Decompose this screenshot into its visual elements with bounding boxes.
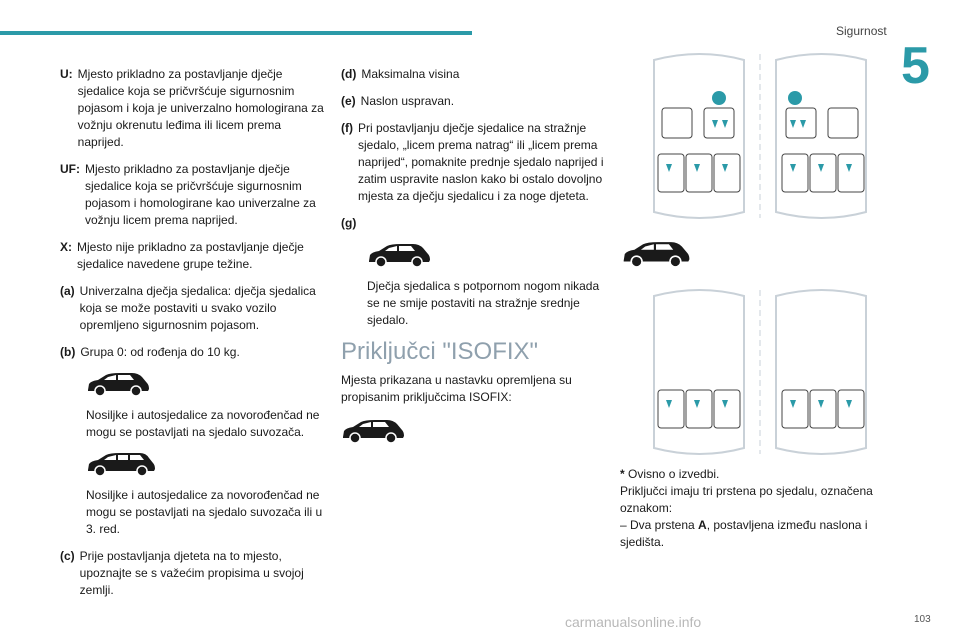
- legend-uf: [60, 161, 325, 229]
- rings-item-a: [620, 517, 885, 551]
- note-b: [60, 344, 325, 361]
- rings-item-a-pre: – Dva prstena: [620, 518, 699, 532]
- suv-icon: [367, 242, 431, 268]
- note-text: Maksimalna visina: [361, 67, 460, 81]
- suv-7-seat-icon: [86, 451, 156, 477]
- note-key: (d): [341, 67, 357, 81]
- column-left: [60, 66, 325, 609]
- note-f: [341, 120, 606, 205]
- note-c: [60, 548, 325, 599]
- note-key: (f): [341, 121, 353, 135]
- note-text: Univerzalna dječja sjedalica: dječja sjedalica koja se može postaviti u svako vozilo opremljeno sigurnosnim pojasom.: [79, 284, 316, 332]
- rings-item-a-post: , postavljena između naslona i sjedišta.: [620, 518, 868, 549]
- footnote-star: *: [620, 467, 625, 481]
- suv-icon: [620, 240, 692, 268]
- legend-key: X:: [60, 240, 72, 254]
- legend-text: Mjesto prikladno za postavljanje dječje sjedalice koja se pričvršćuje sigurnosnim pojasom i homologirane kao univerzalne za vožnju licem prema naprijed.: [85, 162, 316, 227]
- legend-key: U:: [60, 67, 73, 81]
- rings-intro: Priključci imaju tri prstena po sjedalu, označena oznakom:: [620, 484, 873, 515]
- legend-key: UF:: [60, 162, 80, 176]
- seat-diagram-bottom: [640, 286, 880, 458]
- note-a: [60, 283, 325, 334]
- note-text: Naslon uspravan.: [360, 94, 455, 108]
- suv-icon: [86, 371, 150, 397]
- suv-icon: [341, 418, 405, 444]
- note-key: (b): [60, 345, 76, 359]
- note-b-text-2: Nosiljke i autosjedalice za novorođenčad ne mogu se postavljati na sjedalo suvozača ili u 3. red.: [86, 488, 323, 536]
- isofix-heading: Priključci "ISOFIX": [341, 338, 539, 365]
- seat-diagram-top: [640, 50, 880, 222]
- legend-x: [60, 239, 325, 273]
- isofix-intro: Mjesta prikazana u nastavku opremljena su propisanim priključcima ISOFIX:: [341, 373, 572, 404]
- note-text: Prije postavljanja djeteta na to mjesto, upoznajte se s važećim propisima u svojoj zemlji.: [79, 549, 304, 597]
- section-title: Sigurnost: [836, 24, 887, 38]
- note-text: Grupa 0: od rođenja do 10 kg.: [80, 345, 240, 359]
- note-key: (e): [341, 94, 356, 108]
- note-key: (c): [60, 549, 75, 563]
- note-key: (a): [60, 284, 75, 298]
- legend-text: Mjesto nije prikladno za postavljanje dječje sjedalice navedene grupe težine.: [77, 240, 304, 271]
- column-middle: [341, 66, 606, 454]
- chapter-number: 5: [901, 37, 930, 95]
- note-d: [341, 66, 606, 83]
- note-g: [341, 215, 606, 232]
- column-right-notes: [620, 466, 885, 551]
- footnote-text: Ovisno o izvedbi.: [624, 467, 720, 481]
- note-text: Pri postavljanju dječje sjedalice na stražnje sjedalo, „licem prema natrag“ ili „licem prema naprijed“, pomaknite prednje sjedalo naprijed i zatim uspravite naslon kako bi ostalo dovoljno mjesta za dječju sjedalicu i za noge djeteta.: [358, 121, 604, 203]
- page-number: 103: [914, 614, 931, 625]
- note-g-text: Dječja sjedalica s potpornom nogom nikada se ne smije postaviti na stražnje srednje sjedalo.: [367, 279, 600, 327]
- rings-item-a-label: A: [698, 518, 707, 532]
- legend-text: Mjesto prikladno za postavljanje dječje sjedalice koja se pričvršćuje sigurnosnim pojasom i koja je univerzalno homologirana za vožnju okrenutu leđima ili licem prema naprijed.: [77, 67, 324, 149]
- note-key: (g): [341, 216, 357, 230]
- header-accent-bar: [0, 31, 472, 35]
- footnote-line: [620, 466, 885, 483]
- watermark: carmanualsonline.info: [565, 614, 702, 630]
- legend-u: [60, 66, 325, 151]
- note-b-text-1: Nosiljke i autosjedalice za novorođenčad ne mogu se postavljati na sjedalo suvozača.: [86, 408, 320, 439]
- note-e: [341, 93, 606, 110]
